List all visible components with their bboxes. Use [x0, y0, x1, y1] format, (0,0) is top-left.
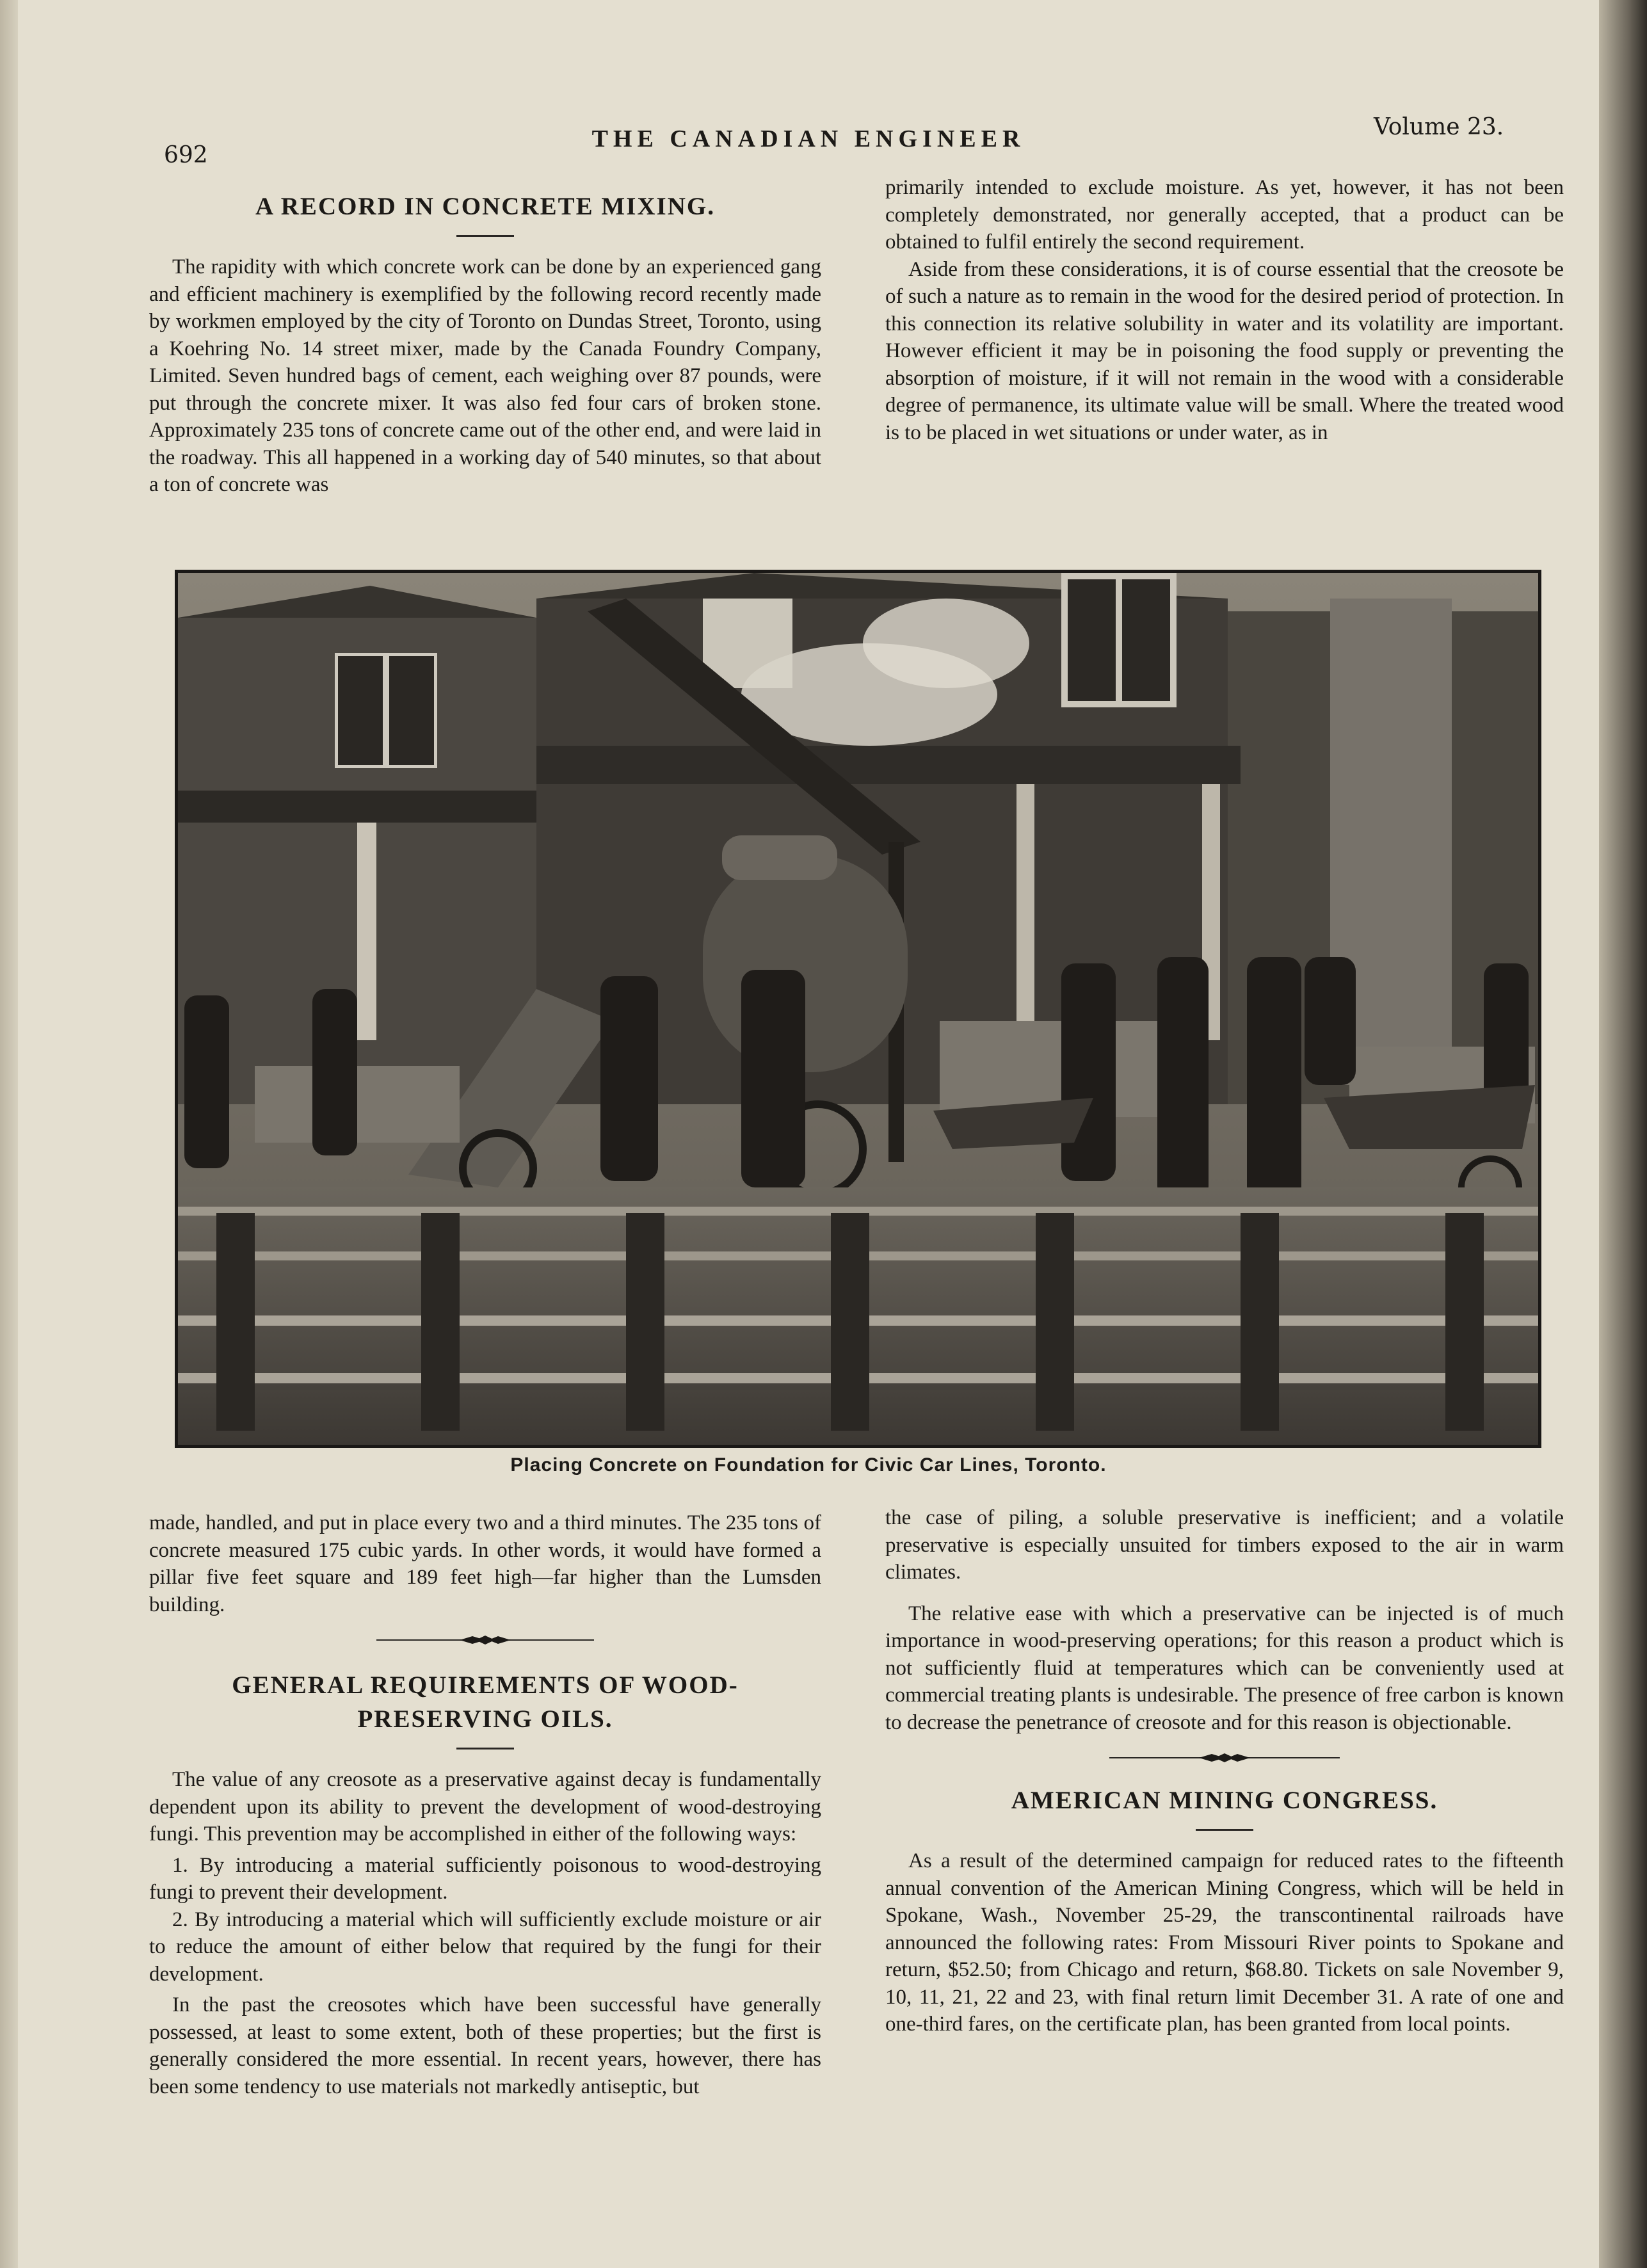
- title-rule: [1196, 1829, 1253, 1831]
- street-mixer-photo: [175, 570, 1541, 1448]
- article1-top: [149, 192, 821, 499]
- photo-illustration: [178, 573, 1538, 1445]
- article2-item-2: 2. By introducing a material which will sufficiently exclude moisture or air to reduce the amount of either below that required by the fungi for their development.: [149, 1908, 821, 1986]
- article3-paragraph: As a result of the determined campaign for reduced rates to the fifteenth annual convention of the American Mining Congress, which will be held in Spokane, Wash., November 25-29, the transcontinental railroads have announced the following rates: From Missouri River points to Spokane and return, $52.50; from Chicago and return, $68.80. Tickets on sale November 9, 10, 11, 21, 22 and 23, with final return limit December 31. A rate of one and one-third fares, on the certificate plan, has been granted from local points.: [885, 1849, 1564, 2036]
- section-ornament: [1109, 1751, 1340, 1764]
- article1-title: A RECORD IN CONCRETE MIXING.: [255, 193, 715, 220]
- page-left-edge: [0, 0, 18, 2268]
- article1-paragraph: The rapidity with which concrete work can be done by an experienced gang and efficient machinery is exemplified by the following record recently made by workmen employed by the city of Toronto on Dundas Street, Toronto, using a Koehring No. 14 street mixer, made by the Canada Foundry Company, Limited. Seven hundred bags of cement, each weighing over 87 pounds, were put through the concrete mixer. It was also fed four cars of broken stone. Approximately 235 tons of concrete came out of the other end, and were laid in the roadway. This all happened in a working day of 540 minutes, so that about a ton of concrete was: [149, 255, 821, 496]
- article2-title-line2: PRESERVING OILS.: [357, 1705, 613, 1733]
- article1-paragraph-cont: made, handled, and put in place every two and a third minutes. The 235 tons of concrete measured 175 cubic yards. In other words, it would have formed a pillar five feet square and 189 feet high—far higher than the Lumsden building.: [149, 1511, 821, 1616]
- page-number: 692: [164, 142, 208, 168]
- volume-label: Volume 23.: [1374, 114, 1504, 140]
- article2-title-line1: GENERAL REQUIREMENTS OF WOOD-: [232, 1671, 739, 1699]
- journal-title: THE CANADIAN ENGINEER: [591, 125, 1025, 152]
- photo-caption: Placing Concrete on Foundation for Civic Car Lines, Toronto.: [510, 1454, 1107, 1476]
- article2-continuation-top: [885, 174, 1564, 446]
- article2-item-1: 1. By introducing a material sufficiently poisonous to wood-destroying fungi to prevent their development.: [149, 1853, 821, 1904]
- title-rule: [456, 235, 514, 237]
- article2-paragraph-3-cont: the case of piling, a soluble preservative is inefficient; and a volatile preservative is especially unsuited for timbers exposed to the air in warm climates.: [885, 1506, 1564, 1584]
- article2-paragraph-4: The relative ease with which a preservative can be injected is of much importance in wood-preserving operations; for this reason a product which is not sufficiently fluid at temperatures which can be conveniently used at commercial treating plants is undesirable. The presence of free carbon is known to decrease the penetrance of creosote and for this reason is objectionable.: [885, 1602, 1564, 1734]
- title-rule: [456, 1748, 514, 1749]
- left-column-bottom: [149, 1509, 821, 2100]
- magazine-page: [18, 0, 1599, 2268]
- article2-paragraph-3: Aside from these considerations, it is of course essential that the creosote be of such a nature as to remain in the wood for the desired period of protection. In this connection its relative solubility in water and its volatility are important. However efficient it may be in poisoning the food supply or preventing the absorption of moisture, if it will not remain in the wood with a considerable degree of permanence, its ultimate value will be small. Where the treated wood is to be placed in wet situations or under water, as in: [885, 257, 1564, 444]
- section-ornament: [376, 1634, 594, 1646]
- right-column-bottom: [885, 1504, 1564, 2038]
- article2-paragraph-2: In the past the creosotes which have been successful have generally possessed, at least to some extent, both of these properties; but the first is generally considered the more essential. In recent years, however, there has been some tendency to use materials not markedly antiseptic, but: [149, 1993, 821, 2098]
- article2-paragraph-1: The value of any creosote as a preservative against decay is fundamentally dependent upon its ability to prevent the development of wood-destroying fungi. This prevention may be accomplished in either of the following ways:: [149, 1768, 821, 1846]
- book-binding-shadow: [1599, 0, 1647, 2268]
- article2-paragraph-cont: primarily intended to exclude moisture. As yet, however, it has not been completely demonstrated, nor generally accepted, that a product can be obtained to fulfil entirely the second requirement.: [885, 176, 1564, 253]
- article3-title: AMERICAN MINING CONGRESS.: [1011, 1787, 1438, 1814]
